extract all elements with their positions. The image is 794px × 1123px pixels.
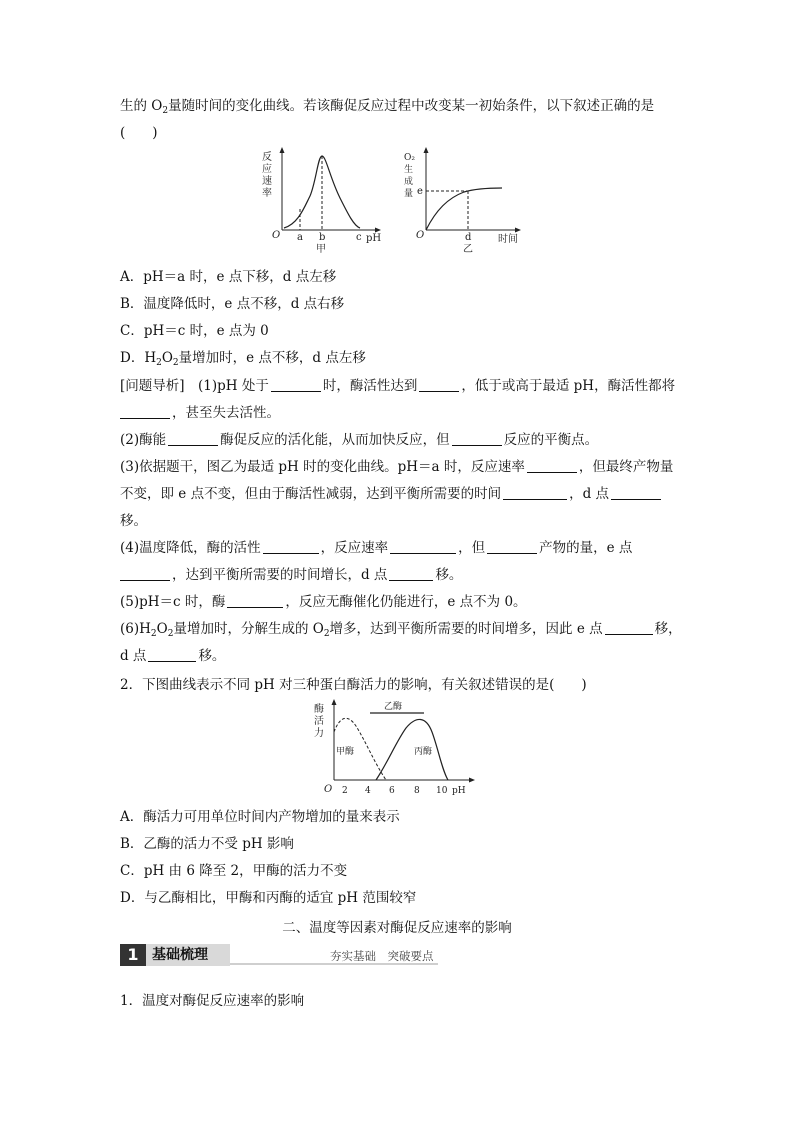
jia-tick-c: c	[356, 232, 362, 243]
fig2-tick-6: 6	[389, 786, 395, 796]
banner-number: 1	[120, 944, 146, 966]
yi-point-d: d	[465, 232, 472, 243]
fig2-ylabel-3: 力	[314, 728, 324, 739]
jia-ylabel-2: 应	[262, 164, 272, 175]
answer-blank[interactable]	[120, 566, 170, 581]
q1-option-b: B．温度降低时，e 点不移，d 点右移	[120, 296, 345, 312]
answer-blank[interactable]	[227, 593, 283, 608]
answer-blank[interactable]	[389, 566, 433, 581]
q1-option-d: D．$H_2O_2$量增加时，e 点不移，d 点左移	[120, 350, 366, 368]
yi-ylabel-3: 成	[404, 177, 414, 187]
yi-caption: 乙	[463, 244, 473, 254]
fig2-tick-8: 8	[414, 786, 420, 796]
fig2-xlabel: pH	[452, 786, 466, 796]
fig2-ylabel-1: 酶	[314, 704, 324, 715]
q2-option-d: D．与乙酶相比，甲酶和丙酶的适宜 pH 范围较窄	[120, 890, 417, 906]
yi-ylabel-2: 生	[404, 165, 414, 175]
answer-blank[interactable]	[390, 539, 456, 554]
answer-blank[interactable]	[148, 647, 196, 662]
fig2-label-jia: 甲酶	[336, 747, 355, 757]
figure-enzyme-activity	[312, 698, 492, 796]
answer-blank[interactable]	[611, 485, 661, 500]
jia-ylabel-1: 反	[262, 152, 272, 163]
fig2-label-bing: 丙酶	[414, 747, 433, 757]
q2-option-c: C．pH 由 6 降至 2，甲酶的活力不变	[120, 863, 348, 879]
analysis-line-9: (5)pH＝c 时，酶 ，反应无酶催化仍能进行，e 点不为 0。	[120, 594, 527, 610]
bing-enzyme-curve	[376, 719, 448, 780]
section-banner	[120, 944, 438, 966]
analysis-line-3: (2)酶能 酶促反应的活化能，从而加快反应，但 反应的平衡点。	[120, 432, 599, 448]
banner-title: 基础梳理	[152, 947, 208, 963]
analysis-line-1: [问题导析] (1)pH 处于 时，酶活性达到 ，低于或高于最适 pH，酶活性都将	[120, 378, 676, 394]
yi-curve	[426, 188, 502, 230]
section-item-1: 1．温度对酶促反应速率的影响	[120, 993, 305, 1009]
fig2-label-yi: 乙酶	[384, 702, 403, 712]
jia-ylabel-3: 速	[262, 176, 272, 187]
fig2-origin: O	[324, 784, 333, 795]
jia-xlabel: pH	[366, 233, 382, 244]
q2-stem: 2．下图曲线表示不同 pH 对三种蛋白酶活力的影响，有关叙述错误的是( )	[120, 677, 587, 693]
analysis-line-5: 不变，即 e 点不变，但由于酶活性减弱，达到平衡所需要的时间 ，d 点	[120, 485, 663, 503]
q2-option-b: B．乙酶的活力不受 pH 影响	[120, 836, 294, 852]
fig2-ylabel-2: 活	[314, 716, 324, 727]
answer-blank[interactable]	[527, 458, 577, 473]
graph-yi	[404, 147, 521, 254]
analysis-line-8: ，达到平衡所需要的时间增长，d 点 移。	[120, 566, 462, 584]
fig2-tick-2: 2	[342, 786, 348, 796]
answer-blank[interactable]	[487, 539, 537, 554]
q2-option-a: A．酶活力可用单位时间内产物增加的量来表示	[120, 809, 400, 825]
yi-ylabel-4: 量	[404, 189, 414, 199]
analysis-line-10: $(6)H_2O_2$量增加时，分解生成的 $O_2$增多，达到平衡所需要的时间增多，因此 e 点 移，	[120, 621, 682, 639]
answer-blank[interactable]	[263, 539, 319, 554]
yi-xlabel: 时间	[498, 234, 518, 245]
fig2-tick-4: 4	[365, 786, 371, 796]
answer-blank[interactable]	[605, 620, 653, 635]
banner-subtitle: 夯实基础 突破要点	[330, 949, 434, 963]
answer-blank[interactable]	[120, 404, 170, 419]
jia-caption: 甲	[316, 244, 326, 254]
answer-blank[interactable]	[503, 485, 567, 500]
answer-blank[interactable]	[452, 431, 502, 446]
q1-option-c: C．pH＝c 时，e 点为 0	[120, 323, 269, 339]
jia-tick-b: b	[319, 232, 326, 243]
intro-line-2: ( )	[120, 125, 158, 141]
analysis-line-7: (4)温度降低，酶的活性 ，反应速率 ，但 产物的量，e 点	[120, 540, 633, 556]
analysis-line-6: 移。	[120, 513, 147, 529]
answer-blank[interactable]	[271, 377, 321, 392]
jia-ylabel-4: 率	[262, 188, 272, 199]
section-heading: 二、温度等因素对酶促反应速率的影响	[282, 920, 512, 936]
q1-option-a: A．pH＝a 时，e 点下移，d 点左移	[120, 269, 337, 285]
yi-ylabel-1: O₂	[404, 153, 415, 163]
jia-tick-a: a	[297, 232, 303, 243]
analysis-line-11: d 点 移。	[120, 648, 226, 664]
jia-origin: O	[272, 230, 281, 241]
graph-jia	[262, 147, 381, 254]
yi-origin: O	[416, 230, 425, 241]
intro-line-1: 生的 $O_2$量随时间的变化曲线。若该酶促反应过程中改变某一初始条件，以下叙述正确的是	[120, 98, 655, 116]
answer-blank[interactable]	[168, 431, 218, 446]
analysis-line-2: ，甚至失去活性。	[120, 404, 280, 422]
figure-jia-yi	[260, 146, 540, 254]
fig2-tick-10: 10	[436, 786, 448, 796]
analysis-line-4: (3)依据题干，图乙为最适 pH 时的变化曲线。pH＝a 时，反应速率 ，但最终产物量	[120, 459, 674, 475]
yi-point-e: e	[417, 186, 423, 197]
answer-blank[interactable]	[419, 377, 459, 392]
